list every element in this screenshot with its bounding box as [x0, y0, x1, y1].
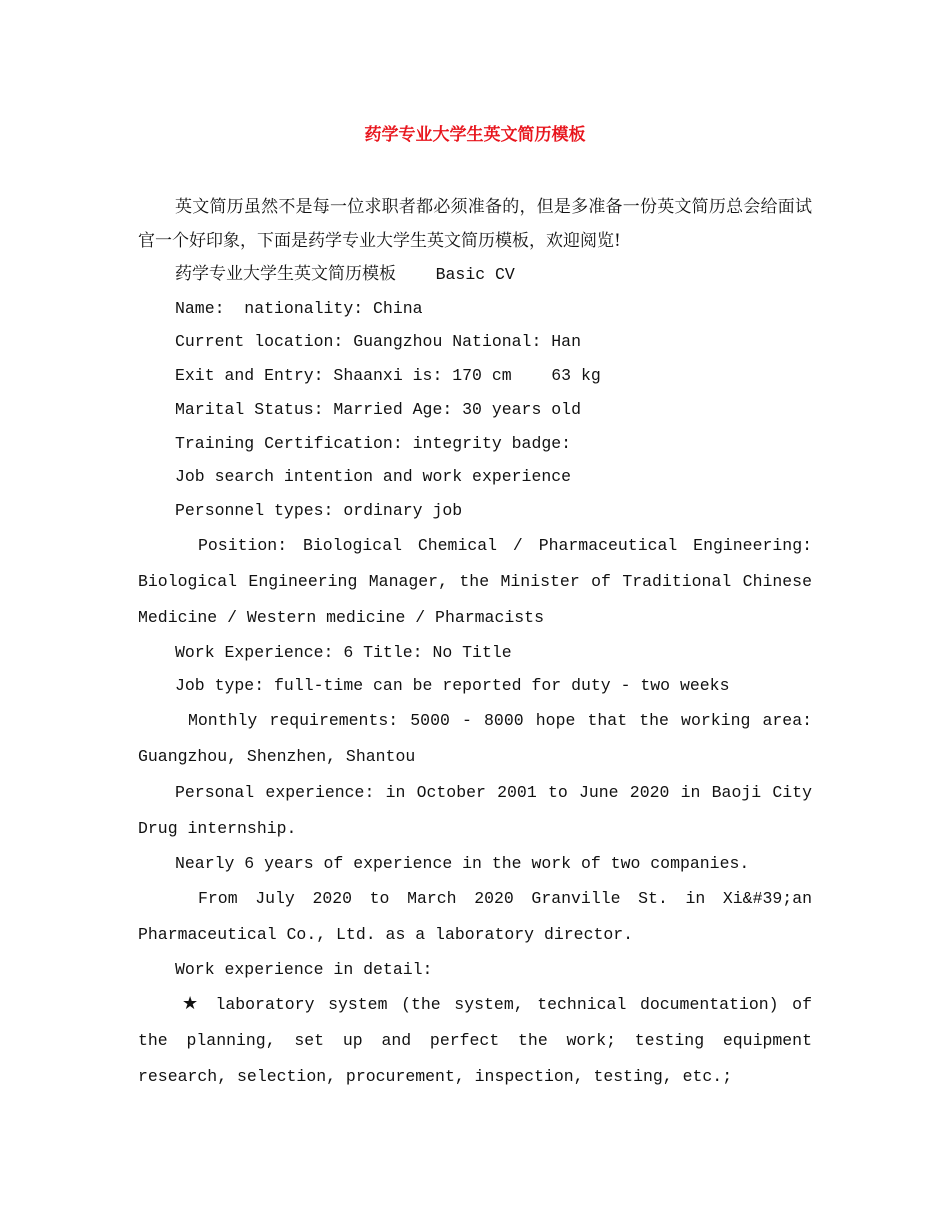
line-from-july: From July 2020 to March 2020 Granville St. in Xi&#39;an Pharmaceutical Co., Ltd. as a laboratory director. — [138, 888, 822, 944]
line-nearly-years: Nearly 6 years of experience in the work of two companies. — [175, 854, 750, 874]
line-monthly-requirements: Monthly requirements: 5000 - 8000 hope that the working area: Guangzhou, Shenzhen, Shantou — [138, 711, 822, 767]
line-personal-experience: Personal experience: in October 2001 to June 2020 in Baoji City Drug internship. — [138, 783, 822, 839]
line-job-search: Job search intention and work experience — [175, 467, 572, 487]
cv-heading-en: Basic CV — [435, 265, 515, 284]
document-body — [138, 191, 822, 1095]
line-work-detail: Work experience in detail: — [175, 959, 433, 979]
cv-heading-cn: 药学专业大学生英文简历模板 — [175, 264, 396, 284]
line-work-experience: Work Experience: 6 Title: No Title — [175, 642, 512, 662]
line-training: Training Certification: integrity badge: — [175, 433, 572, 453]
bullet-text: laboratory system (the system, technical documentation) of the planning, set up and perfect the work; testing equipment research, selection, procurement, inspection, testing, etc.; — [138, 995, 822, 1087]
line-personnel-types: Personnel types: ordinary job — [175, 500, 463, 520]
line-marital-status: Marital Status: Married Age: 30 years old — [175, 399, 581, 419]
cv-heading — [138, 258, 812, 292]
line-name: Name: nationality: China — [175, 298, 423, 318]
line-position: Position: Biological Chemical / Pharmaceutical Engineering: Biological Engineering Manager, the Minister of Traditional Chinese Medicine / Western medicine / Pharmacists — [138, 535, 822, 627]
line-job-type: Job type: full-time can be reported for duty - two weeks — [175, 676, 730, 696]
document-title: 药学专业大学生英文简历模板 — [364, 125, 586, 145]
intro-paragraph: 英文简历虽然不是每一位求职者都必须准备的，但是多准备一份英文简历总会给面试官一个好印象，下面是药学专业大学生英文简历模板，欢迎阅览! — [138, 197, 812, 251]
line-exit-entry: Exit and Entry: Shaanxi is: 170 cm 63 kg — [175, 366, 601, 386]
line-location: Current location: Guangzhou National: Han — [175, 332, 581, 352]
star-bullet-icon: ★ — [182, 993, 202, 1015]
bullet-laboratory-system — [138, 986, 822, 1095]
